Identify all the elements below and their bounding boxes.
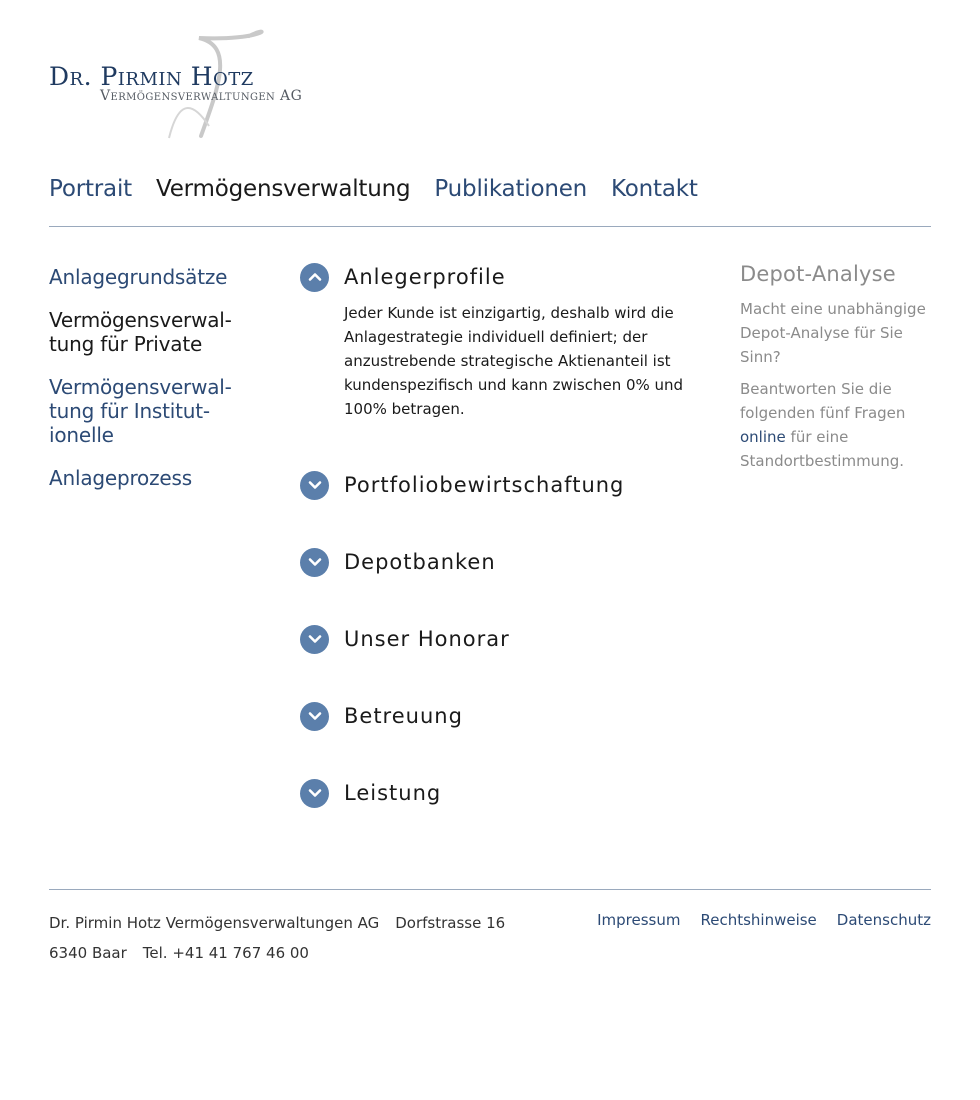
footer-city: 6340 Baar (49, 944, 127, 962)
logo-name: Dr. Pirmin Hotz (49, 62, 254, 91)
accordion-item-anlegerprofile (300, 262, 700, 421)
sidebar-text-before: Beantworten Sie die folgenden fünf Fragen (740, 380, 906, 422)
chevron-down-icon[interactable] (300, 779, 329, 808)
accordion (300, 262, 700, 855)
chevron-down-icon[interactable] (300, 471, 329, 500)
chevron-down-icon[interactable] (300, 625, 329, 654)
footer-link-rechtshinweise[interactable]: Rechtshinweise (700, 911, 817, 929)
accordion-header-anlegerprofile[interactable] (300, 262, 700, 292)
subnav-anlagegrundsaetze[interactable]: Anlagegrundsätze (49, 265, 228, 289)
subnav-anlageprozess[interactable]: Anlageprozess (49, 466, 192, 490)
footer-address (49, 908, 505, 968)
depot-analyse-sidebar (740, 262, 940, 481)
accordion-title: Portfoliobewirtschaftung (344, 473, 625, 497)
nav-kontakt[interactable]: Kontakt (611, 176, 698, 202)
logo[interactable] (49, 26, 369, 146)
accordion-body: Jeder Kunde ist einzigartig, deshalb wird die Anlagestrategie individuell definiert; der anzustrebende strategische Aktienanteil ist kundenspezifisch und kann zwischen 0% und 100% betragen. (344, 304, 684, 418)
accordion-title: Betreuung (344, 704, 463, 728)
sidebar-text: Macht eine unabhängige Depot-Analyse für Sie Sinn? (740, 300, 926, 366)
accordion-title: Depotbanken (344, 550, 496, 574)
subnav-institutionelle[interactable]: Vermögensverwal- tung für Institut- ionelle (49, 375, 232, 447)
footer-phone: Tel. +41 41 767 46 00 (142, 944, 309, 962)
sidebar-text-cta (740, 377, 940, 473)
footer-link-datenschutz[interactable]: Datenschutz (836, 911, 931, 929)
nav-publikationen[interactable]: Publikationen (434, 176, 588, 202)
footer-street: Dorfstrasse 16 (395, 914, 506, 932)
accordion-title: Leistung (344, 781, 442, 805)
accordion-header-leistung[interactable] (300, 778, 700, 808)
online-link[interactable]: online (740, 428, 786, 446)
sub-nav (49, 265, 264, 509)
accordion-item-unser-honorar (300, 624, 700, 654)
header-divider (49, 226, 931, 227)
subnav-private[interactable]: Vermögensverwal- tung für Private (49, 308, 232, 356)
accordion-item-betreuung (300, 701, 700, 731)
footer-links (577, 908, 931, 932)
footer-company: Dr. Pirmin Hotz Vermögensverwaltungen AG (49, 914, 380, 932)
footer-divider (49, 889, 931, 890)
sidebar-text-after: für eine Standortbestimmung. (740, 428, 904, 470)
accordion-header-betreuung[interactable] (300, 701, 700, 731)
accordion-header-unser-honorar[interactable] (300, 624, 700, 654)
chevron-up-icon[interactable] (300, 263, 329, 292)
footer-link-impressum[interactable]: Impressum (597, 911, 681, 929)
main-nav (49, 176, 722, 202)
accordion-title: Unser Honorar (344, 627, 510, 651)
logo-subtitle: Vermögensverwaltungen AG (100, 88, 303, 104)
accordion-header-depotbanken[interactable] (300, 547, 700, 577)
nav-vermoegensverwaltung[interactable]: Vermögensverwaltung (155, 176, 411, 202)
nav-portrait[interactable]: Portrait (49, 176, 132, 202)
chevron-down-icon[interactable] (300, 548, 329, 577)
accordion-item-leistung (300, 778, 700, 808)
accordion-item-portfoliobewirtschaftung (300, 470, 700, 500)
sidebar-title: Depot-Analyse (740, 262, 896, 286)
accordion-item-depotbanken (300, 547, 700, 577)
accordion-header-portfoliobewirtschaftung[interactable] (300, 470, 700, 500)
accordion-title: Anlegerprofile (344, 265, 506, 289)
chevron-down-icon[interactable] (300, 702, 329, 731)
